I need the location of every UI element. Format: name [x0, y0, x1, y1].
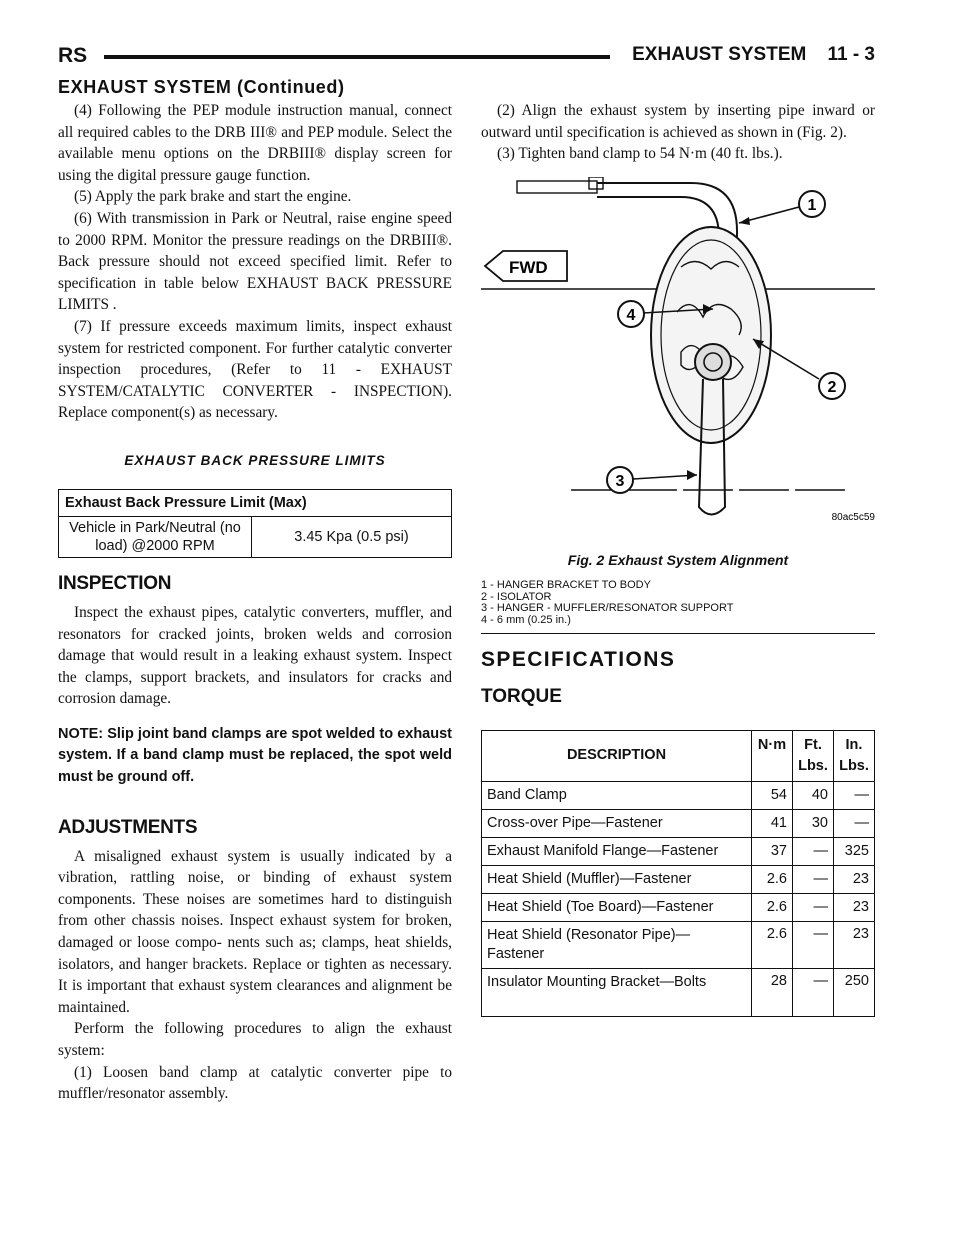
step-6: (6) With transmission in Park or Neutral, raise engine speed to 2000 RPM. Monitor the pressure readings on the DRBIII®. Back pressure should not exceed specified limit. Refer to specification in table below EXHAUST BACK PRESSURE LIMITS .: [58, 209, 452, 314]
row-ft-lbs: —: [793, 837, 834, 865]
row-nm: 37: [752, 837, 793, 865]
row-in-lbs: 23: [834, 921, 875, 968]
table-row: [482, 968, 875, 1016]
step-3: (3) Tighten band clamp to 54 N·m (40 ft. lbs.).: [497, 145, 783, 163]
torque-table: [481, 730, 875, 1017]
torque-table-header: [482, 730, 875, 781]
step-4: (4) Following the PEP module instruction manual, connect all required cables to the DRB III® and PEP module. Select the available menu options on the DRBIII® display screen for using the digital pressure gauge function.: [58, 102, 452, 184]
table-row: [482, 837, 875, 865]
exhaust-alignment-figure: [481, 177, 875, 552]
adjustments-text-2: Perform the following procedures to align the exhaust system:: [58, 1020, 452, 1059]
note: NOTE: Slip joint band clamps are spot welded to exhaust system. If a band clamp must be replaced, the spot weld must be ground off.: [58, 725, 452, 786]
step-2: (2) Align the exhaust system by inserting pipe inward or outward until specification is achieved as shown in (Fig. 2).: [481, 102, 875, 141]
back-pressure-condition: Vehicle in Park/Neutral (no load) @2000 RPM: [59, 516, 252, 557]
row-nm: 54: [752, 781, 793, 809]
table-row: [482, 781, 875, 809]
continued-heading: EXHAUST SYSTEM (Continued): [58, 77, 345, 97]
col-in-unit: Lbs.: [839, 757, 869, 774]
row-in-lbs: 250: [834, 968, 875, 1016]
row-nm: 41: [752, 809, 793, 837]
row-description: Cross-over Pipe—Fastener: [482, 809, 752, 837]
row-in-lbs: —: [834, 781, 875, 809]
row-ft-lbs: —: [793, 968, 834, 1016]
row-in-lbs: —: [834, 809, 875, 837]
table-row: [482, 809, 875, 837]
back-pressure-value: 3.45 Kpa (0.5 psi): [252, 516, 452, 557]
legend-item-4: 4 - 6 mm (0.25 in.): [481, 614, 571, 627]
header-title: [632, 44, 875, 66]
legend-item-1: 1 - HANGER BRACKET TO BODY: [481, 578, 651, 591]
row-in-lbs: 23: [834, 865, 875, 893]
row-nm: 28: [752, 968, 793, 1016]
row-nm: 2.6: [752, 893, 793, 921]
row-in-lbs: 325: [834, 837, 875, 865]
page-header: [58, 44, 875, 66]
callout-3-number: 3: [615, 472, 625, 490]
row-description: Heat Shield (Muffler)—Fastener: [482, 865, 752, 893]
page-number: 11 - 3: [827, 44, 875, 65]
torque-heading: TORQUE: [481, 685, 562, 707]
row-description: Exhaust Manifold Flange—Fastener: [482, 837, 752, 865]
col-nm: N·m: [752, 730, 793, 781]
row-in-lbs: 23: [834, 893, 875, 921]
step-7: (7) If pressure exceeds maximum limits, inspect exhaust system for restricted component. For further catalytic converter inspection procedures, (Refer to 11 - EXHAUST SYSTEM/CATALYTIC CONVERTER - INSPECTION). Replace component(s) as necessary.: [58, 317, 452, 422]
isolator-body: [651, 227, 771, 443]
exhaust-diagram: [481, 177, 875, 552]
specifications-heading: SPECIFICATIONS: [481, 647, 676, 671]
adjustments-heading: ADJUSTMENTS: [58, 816, 198, 838]
row-ft-lbs: —: [793, 921, 834, 968]
row-description: Heat Shield (Toe Board)—Fastener: [482, 893, 752, 921]
callout-4-number: 4: [626, 306, 636, 324]
legend-item-2: 2 - ISOLATOR: [481, 590, 552, 603]
adjustments-text-1: A misaligned exhaust system is usually indicated by a vibration, rattling noise, or binding of exhaust system components. These noises are sometimes hard to distinguish from other chassis noises. Inspect exhaust system for broken, damaged or loose compo- nents such as; clamps, heat shields, isolators, and hanger brackets. Replace or tighten as necessary. It is important that exhaust system clearances and alignment be maintained.: [58, 847, 452, 1016]
callout-1-number: 1: [807, 196, 817, 214]
row-ft-lbs: —: [793, 893, 834, 921]
callout-2-number: 2: [827, 378, 837, 396]
row-description: Band Clamp: [482, 781, 752, 809]
callout-1-arrowhead: [739, 217, 750, 225]
inspection-heading: INSPECTION: [58, 572, 172, 594]
hanger-bushing: [695, 344, 731, 380]
row-description: Insulator Mounting Bracket—Bolts: [482, 968, 752, 1016]
right-column: [481, 100, 875, 1017]
left-column: [58, 100, 452, 1105]
row-description: Heat Shield (Resonator Pipe)— Fastener: [482, 921, 752, 968]
inspection-text: Inspect the exhaust pipes, catalytic converters, muffler, and resonators for cracked joints, broken welds and corrosion damage that would result in a leaking exhaust system. Inspect the clamps, support brackets, and insulators for cracks and corrosion damage.: [58, 603, 452, 708]
row-ft-lbs: —: [793, 865, 834, 893]
col-ft-lbs: [793, 730, 834, 781]
fwd-label: FWD: [509, 257, 548, 277]
figure-code: 80ac5c59: [831, 511, 875, 523]
section-code: RS: [58, 44, 88, 67]
back-pressure-header: Exhaust Back Pressure Limit (Max): [59, 489, 452, 516]
row-ft-lbs: 30: [793, 809, 834, 837]
back-pressure-table: [58, 489, 452, 558]
hanger-bracket: [517, 181, 597, 193]
header-rule: [104, 55, 610, 59]
table-row: [482, 893, 875, 921]
adjustments-step-1: (1) Loosen band clamp at catalytic converter pipe to muffler/resonator assembly.: [58, 1063, 452, 1103]
row-nm: 2.6: [752, 865, 793, 893]
table-row: [482, 865, 875, 893]
col-ft-unit: Lbs.: [798, 757, 828, 774]
col-in-label: In.: [845, 736, 863, 753]
legend-item-3: 3 - HANGER - MUFFLER/RESONATOR SUPPORT: [481, 602, 734, 615]
table-row: [482, 921, 875, 968]
figure-caption: Fig. 2 Exhaust System Alignment: [567, 551, 789, 568]
callout-3-arrowhead: [687, 470, 697, 480]
col-in-lbs: [834, 730, 875, 781]
step-5: (5) Apply the park brake and start the engine.: [74, 188, 352, 206]
row-nm: 2.6: [752, 921, 793, 968]
col-description: DESCRIPTION: [482, 730, 752, 781]
back-pressure-table-caption: EXHAUST BACK PRESSURE LIMITS: [124, 452, 386, 468]
row-ft-lbs: 40: [793, 781, 834, 809]
figure-legend: [481, 580, 875, 634]
col-ft-label: Ft.: [804, 736, 822, 753]
chapter-title: EXHAUST SYSTEM: [632, 44, 807, 65]
